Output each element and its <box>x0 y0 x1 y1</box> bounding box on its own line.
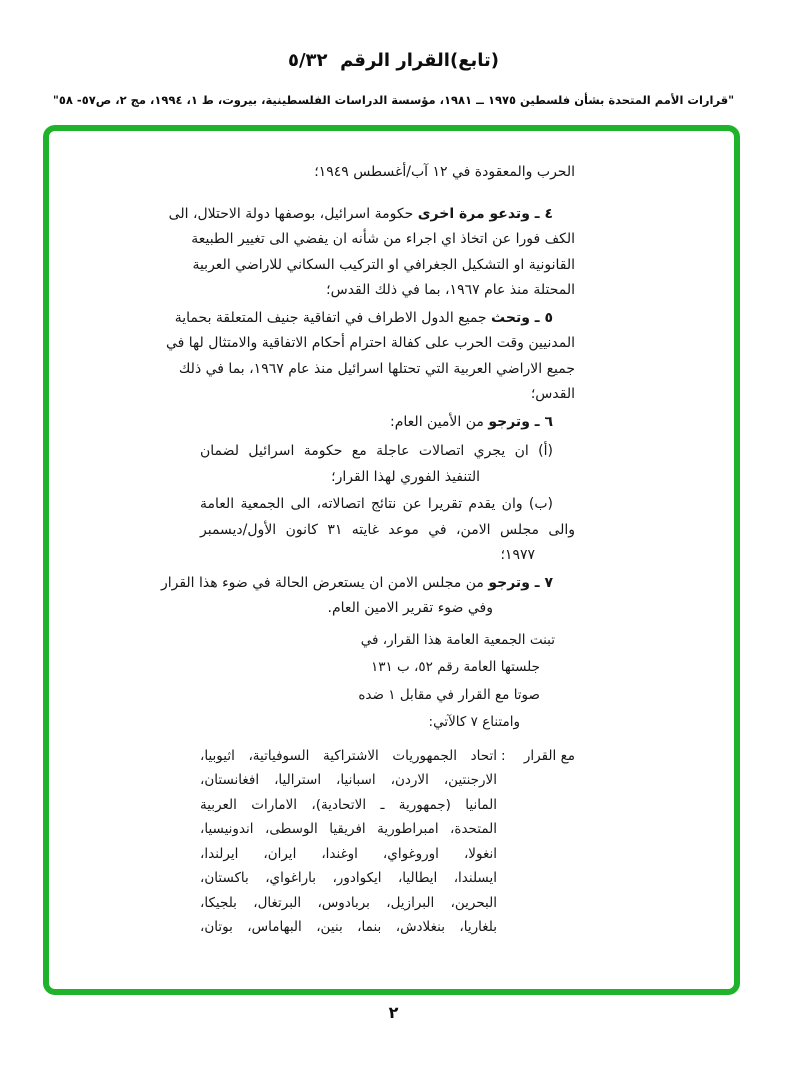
text-line: القدس؛ <box>530 386 575 402</box>
text-line: وامتناع ٧ كالآتي: <box>428 714 520 730</box>
text-line: الحرب والمعقودة في ١٢ آب/أغسطس ١٩٤٩؛ <box>314 164 575 180</box>
text-line: ٧ ـ وترجو من مجلس الامن ان يستعرض الحالة في ضوء هذا القرار <box>160 574 553 591</box>
text-line: ١٩٧٧؛ <box>500 547 535 563</box>
text-line: ٤ ـ وتدعو مرة اخرى حكومة اسرائيل، بوصفها دولة الاحتلال، الى <box>168 205 553 222</box>
text-column <box>160 160 575 940</box>
text-line: ايسلندا، ايطاليا، ايكوادور، باراغواي، باكستان، <box>200 870 497 886</box>
text-line: بلغاريا، بنغلادش، بنما، بنين، البهاماس، بوتان، <box>200 919 497 935</box>
block-note <box>200 627 575 737</box>
text-line: جلستها العامة رقم ٥٢، ب ١٣١ <box>371 659 540 675</box>
text-line: وفي ضوء تقرير الامين العام. <box>327 600 493 616</box>
block-para4 <box>168 202 575 304</box>
text-line: ٦ ـ وترجو من الأمين العام: <box>390 413 553 430</box>
text-line: الكف فورا عن اتخاذ اي اجراء من شأنه ان يفضي الى تغيير الطبيعة <box>191 231 575 247</box>
text-line: المانيا (جمهورية ـ الاتحادية)، الامارات العربية <box>200 796 497 813</box>
text-line: ٥ ـ وتحث جميع الدول الاطراف في اتفاقية جنيف المتعلقة بحماية <box>174 309 553 326</box>
block-para5 <box>165 306 575 408</box>
vote-label: مع القرار : <box>501 747 575 764</box>
block-continuation <box>200 160 575 186</box>
text-line: تبنت الجمعية العامة هذا القرار، في <box>360 631 555 648</box>
text-line: والى مجلس الامن، في موعد غايته ٣١ كانون الأول/ديسمبر <box>200 521 575 538</box>
block-paraA <box>200 439 575 490</box>
block-para7 <box>160 571 575 622</box>
block-votes <box>200 744 575 940</box>
text-line: الارجنتين، الاردن، اسبانيا، استراليا، افغانستان، <box>200 772 497 788</box>
citation-line: "قرارات الأمم المتحدة بشأن فلسطين ١٩٧٥ ــ ١٩٨١، مؤسسة الدراسات الفلسطينية، بيروت، ط ١، ١٩٩٤، مج ٢، ص٥٧- ٥٨" <box>52 93 735 107</box>
text-line: صوتا مع القرار في مقابل ١ ضده <box>358 686 540 703</box>
text-line: البحرين، البرازيل، بربادوس، البرتغال، بلجيكا، <box>200 894 497 911</box>
text-line: المحتلة منذ عام ١٩٦٧، بما في ذلك القدس؛ <box>326 282 575 298</box>
text-line: جميع الاراضي العربية التي تحتلها اسرائيل منذ عام ١٩٦٧، بما في ذلك <box>178 360 575 377</box>
page-number: ٢ <box>388 1003 399 1022</box>
text-line: التنفيذ الفوري لهذا القرار؛ <box>331 468 480 485</box>
text-line: (أ) ان يجري اتصالات عاجلة مع حكومة اسرائيل لضمان <box>200 443 553 459</box>
text-line: القانونية او التشكيل الجغرافي او التركيب السكاني للاراضي العربية <box>192 256 575 273</box>
text-line: المدنيين وقت الحرب على كفالة احترام أحكام الاتفاقية والامتثال لها في <box>165 335 575 351</box>
block-para6 <box>200 410 575 436</box>
document-title: (تابع)القرار الرقم ٥/٣٢ <box>287 50 499 71</box>
text-line: (ب) وان يقدم تقريرا عن نتائج اتصالاته، الى الجمعية العامة <box>200 496 553 512</box>
text-line: اتحاد الجمهوريات الاشتراكية السوفياتية، اثيوبيا، <box>200 747 497 764</box>
text-line: انغولا، اوروغواي، اوغندا، ايران، ايرلندا، <box>200 845 497 862</box>
block-paraB <box>200 492 575 569</box>
text-line: المتحدة، امبراطورية افريقيا الوسطى، اندونيسيا، <box>200 821 497 837</box>
